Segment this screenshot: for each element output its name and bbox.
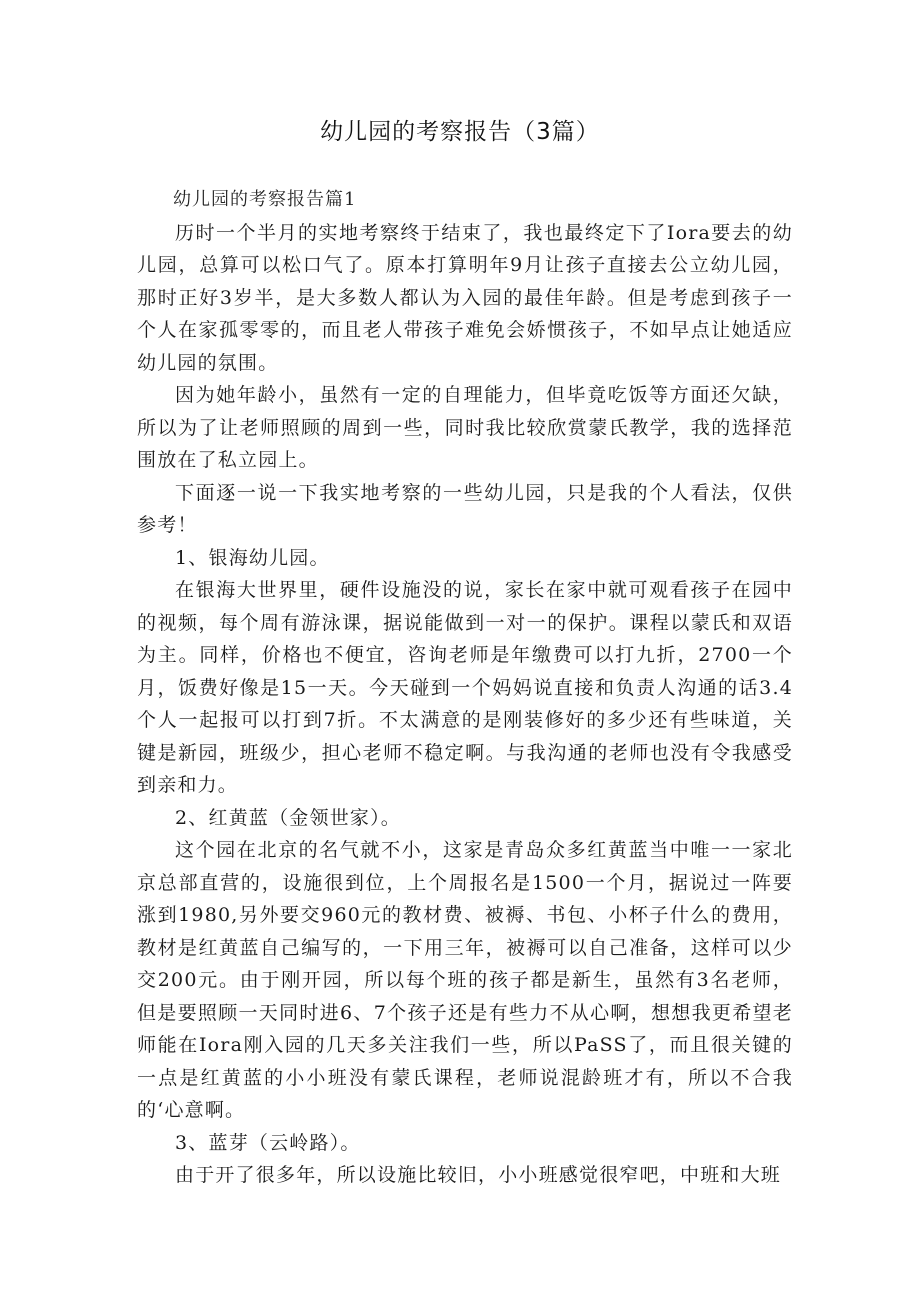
paragraph-intro: 历时一个半月的实地考察终于结束了，我也最终定下了Iora要去的幼儿园，总算可以松口气了。原本打算明年9月让孩子直接去公立幼儿园，那时正好3岁半，是大多数人都认为入园的最佳年龄。但是考虑到孩子一个人在家孤零零的，而且老人带孩子难免会娇惯孩子，不如早点让她适应幼儿园的氛围。 bbox=[137, 221, 793, 374]
paragraph-reason: 因为她年龄小，虽然有一定的自理能力，但毕竟吃饭等方面还欠缺，所以为了让老师照顾的周到一些，同时我比较欣赏蒙氏教学，我的选择范围放在了私立园上。 bbox=[137, 384, 793, 471]
paragraph-honghuanglan: 这个园在北京的名气就不小，这家是青岛众多红黄蓝当中唯一一家北京总部直营的，设施很到位，上个周报名是1500一个月，据说过一阵要涨到1980,另外要交960元的教材费、被褥、书包、小杯子什么的费用，教材是红黄蓝自己编写的，一下用三年，被褥可以自己准备，这样可以少交200元。由于刚开园，所以每个班的孩子都是新生，虽然有3名老师，但是要照顾一天同时进6、7个孩子还是有些力不从心啊，想想我更希望老师能在Iora刚入园的几天多关注我们一些，所以PaSS了，而且很关键的一点是红黄蓝的小小班没有蒙氏课程，老师说混龄班才有，所以不合我的‘心意啊。 bbox=[137, 839, 793, 1121]
document-body bbox=[137, 184, 793, 1192]
paragraph-lanya: 由于开了很多年，所以设施比较旧，小小班感觉很窄吧，中班和大班 bbox=[175, 1164, 782, 1186]
heading-lanya: 3、蓝芽（云岭路）。 bbox=[175, 1131, 361, 1154]
paragraph-yinhai: 在银海大世界里，硬件设施没的说，家长在家中就可观看孩子在园中的视频，每个周有游泳课，据说能做到一对一的保护。课程以蒙氏和双语为主。同样，价格也不便宜，咨询老师是年缴费可以打九折，2700一个月，饭费好像是15一天。今天碰到一个妈妈说直接和负责人沟通的话3.4个人一起报可以打到7折。不太满意的是刚装修好的多少还有些味道，关键是新园，班级少，担心老师不稳定啊。与我沟通的老师也没有令我感受到亲和力。 bbox=[137, 579, 793, 796]
section-heading: 幼儿园的考察报告篇1 bbox=[173, 189, 357, 210]
document-title: 幼儿园的考察报告（3篇） bbox=[320, 119, 600, 145]
heading-yinhai: 1、银海幼儿园。 bbox=[175, 546, 330, 569]
paragraph-overview: 下面逐一说一下我实地考察的一些幼儿园，只是我的个人看法，仅供参考！ bbox=[137, 481, 793, 536]
heading-honghuanglan: 2、红黄蓝（金领世家）。 bbox=[175, 806, 401, 829]
